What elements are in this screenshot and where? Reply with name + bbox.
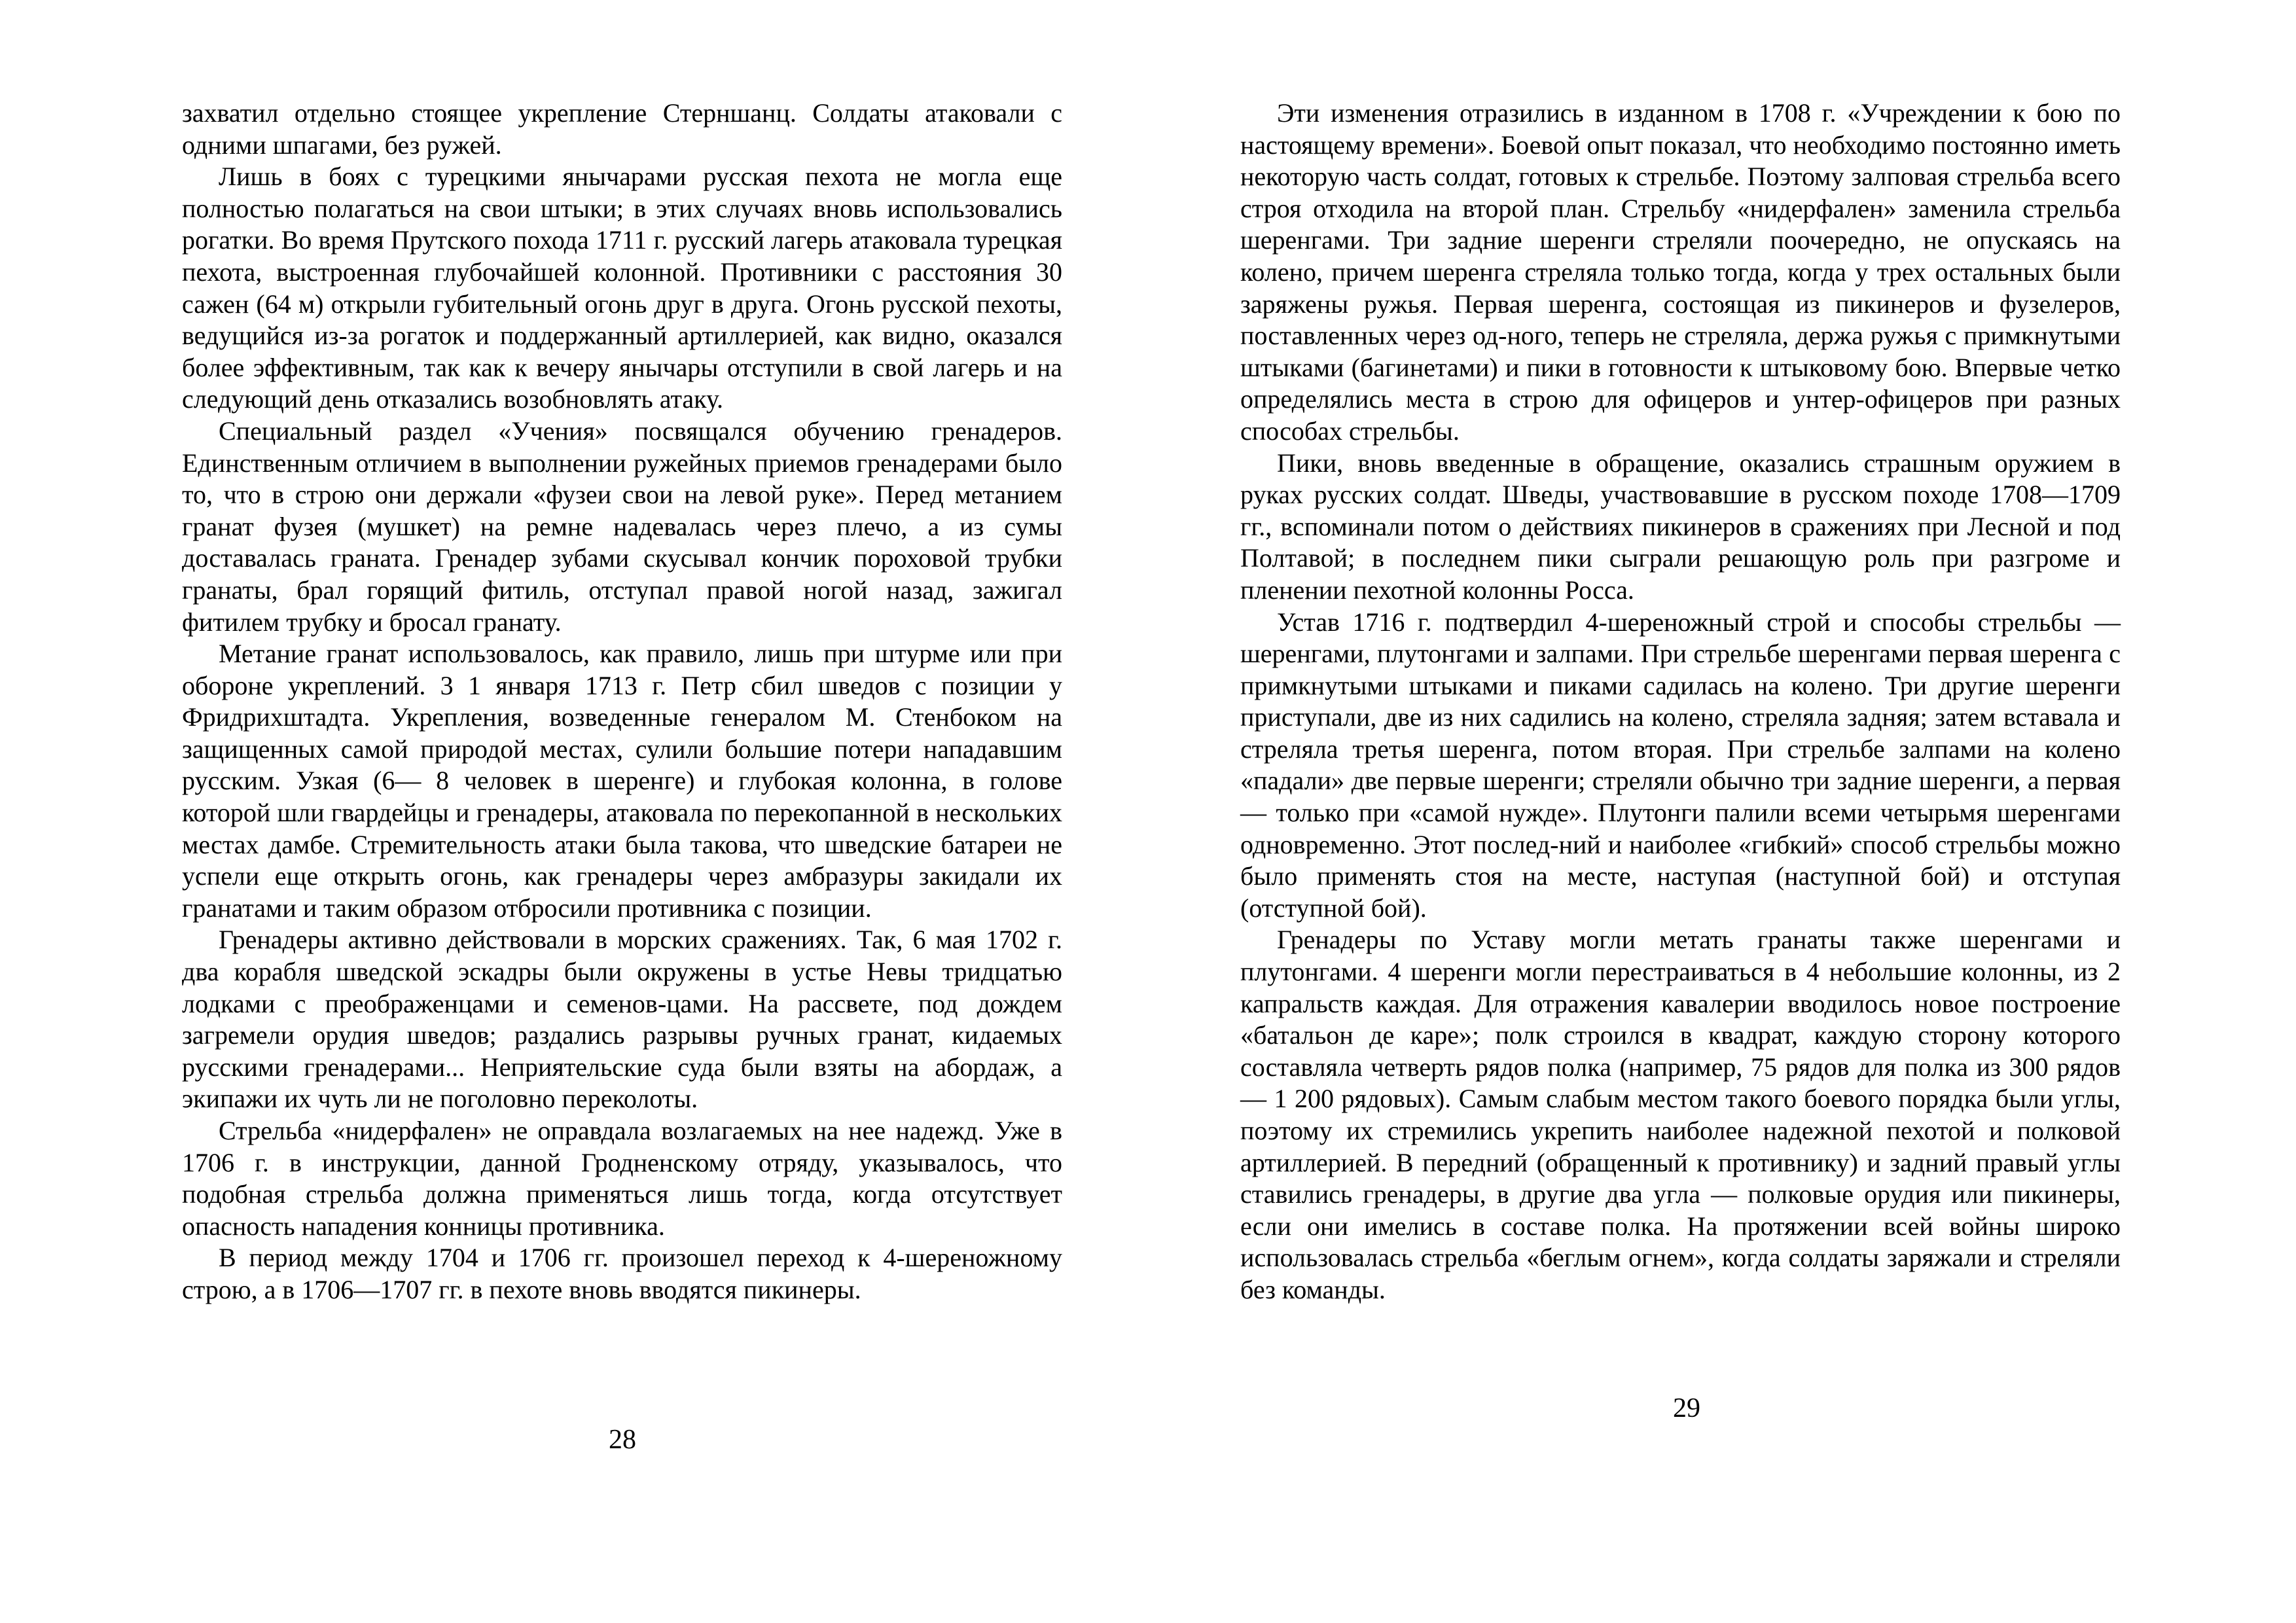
paragraph: Эти изменения отразились в изданном в 1708 г. «Учреждении к бою по настоящему времени». Боевой опыт показал, что необходимо постоянно иметь некоторую часть солдат, готовых к стрельбе. Поэтому залповая стрельба всего строя отходила на второй план. Стрельбу «нидерфален» заменила стрельба шеренгами. Три задние шеренги стреляли поочередно, не опускаясь на колено, причем шеренга стреляла только тогда, когда у трех остальных были заряжены ружья. Первая шеренга, состоящая из пикинеров и фузелеров, поставленных через од-ного, теперь не стреляла, держа ружья с примкнутыми штыками (багинетами) и пики в готовности к штыковому бою. Впервые четко определялись места в строю для офицеров и унтер-офицеров при разных способах стрельбы. (1240, 98, 2121, 446)
paragraph: В период между 1704 и 1706 гг. произошел переход к 4-шереножному строю, а в 1706—1707 гг. в пехоте вновь вводятся пикинеры. (182, 1243, 1062, 1304)
left-page-text (182, 98, 1062, 1306)
paragraph: Специальный раздел «Учения» посвящался обучению гренадеров. Единственным отличием в выполнении ружейных приемов гренадерами было то, что в строю они держали «фузеи свои на левой руке». Перед метанием гранат фузея (мушкет) на ремне надевалась через плечо, а из сумы доставалась граната. Гренадер зубами скусывал кончик пороховой трубки гранаты, брал горящий фитиль, отступал правой ногой назад, зажигал фитилем трубку и бросал гранату. (182, 416, 1062, 637)
paragraph: Лишь в боях с турецкими янычарами русская пехота не могла еще полностью полагаться на свои штыки; в этих случаях вновь использовались рогатки. Во время Прутского похода 1711 г. русский лагерь атаковала турецкая пехота, выстроенная глубочайшей колонной. Противники с расстояния 30 сажен (64 м) открыли губительный огонь друг в друга. Огонь русской пехоты, ведущийся из-за рогаток и поддержанный артиллерией, как видно, оказался более эффективным, так как к вечеру янычары отступили в свой лагерь и на следующий день отказались возобновлять атаку. (182, 162, 1062, 414)
paragraph: Стрельба «нидерфален» не оправдала возлагаемых на нее надежд. Уже в 1706 г. в инструкции, данной Гродненскому отряду, указывалось, что подобная стрельба должна применяться лишь тогда, когда отсутствует опасность нападения конницы противника. (182, 1116, 1062, 1241)
paragraph: Гренадеры по Уставу могли метать гранаты также шеренгами и плутонгами. 4 шеренги могли перестраиваться в 4 небольшие колонны, из 2 капральств каждая. Для отражения кавалерии вводилось новое построение «батальон де каре»; полк строился в квадрат, каждую сторону которого составляла четверть рядов полка (например, 75 рядов для полка из 300 рядов — 1 200 рядовых). Самым слабым местом такого боевого порядка были углы, поэтому их стремились укрепить наиболее надежной пехотой и полковой артиллерией. В передний (обращенный к противнику) и задний правый углы ставились гренадеры, в другие два угла — полковые орудия или пикинеры, если они имелись в составе полка. На протяжении всей войны широко использовалась стрельба «беглым огнем», когда солдаты заряжали и стреляли без команды. (1240, 925, 2121, 1304)
paragraph: Метание гранат использовалось, как правило, лишь при штурме или при обороне укреплений. 3 1 января 1713 г. Петр сбил шведов с позиции у Фридрихштадта. Укрепления, возведенные генералом М. Стенбоком на защищенных самой природой местах, сулили большие потери нападавшим русским. Узкая (6— 8 человек в шеренге) и глубокая колонна, в голове которой шли гвардейцы и гренадеры, атаковала по перекопанной в нескольких местах дамбе. Стремительность атаки была такова, что шведские батареи не успели еще открыть огонь, как гренадеры через амбразуры закидали их гранатами и таким образом отбросили противника с позиции. (182, 639, 1062, 923)
paragraph: захватил отдельно стоящее укрепление Стерншанц. Солдаты атаковали с одними шпагами, без ружей. (182, 98, 1062, 160)
page-number: 28 (609, 1425, 636, 1455)
paragraph: Устав 1716 г. подтвердил 4-шереножный строй и способы стрельбы — шеренгами, плутонгами и залпами. При стрельбе шеренгами первая шеренга с примкнутыми штыками и пиками садилась на колено. Три другие шеренги приступали, две из них садились на колено, стреляла задняя; затем вставала и стреляла третья шеренга, потом вторая. При стрельбе залпами на колено «падали» две первые шеренги; стреляли обычно три задние шеренги, а первая — только при «самой нужде». Плутонги палили всеми четырьмя шеренгами одновременно. Этот послед-ний и наиболее «гибкий» способ стрельбы можно было применять стоя на месте, наступая (наступной бой) и отступая (отступной бой). (1240, 607, 2121, 923)
right-page (1240, 0, 2121, 1623)
right-page-text (1240, 98, 2121, 1306)
left-page (182, 0, 1062, 1623)
paragraph: Пики, вновь введенные в обращение, оказались страшным оружием в руках русских солдат. Шведы, участвовавшие в русском походе 1708—1709 гг., вспоминали потом о действиях пикинеров в сражениях при Лесной и под Полтавой; в последнем пики сыграли решающую роль при разгроме и пленении пехотной колонны Росса. (1240, 448, 2121, 605)
paragraph: Гренадеры активно действовали в морских сражениях. Так, 6 мая 1702 г. два корабля шведской эскадры были окружены в устье Невы тридцатью лодками с преображенцами и семенов-цами. На рассвете, под дождем загремели орудия шведов; раздались разрывы ручных гранат, кидаемых русскими гренадерами... Неприятельские суда были взяты на абордаж, а экипажи их чуть ли не поголовно переколоты. (182, 925, 1062, 1114)
page-number: 29 (1673, 1393, 1700, 1423)
